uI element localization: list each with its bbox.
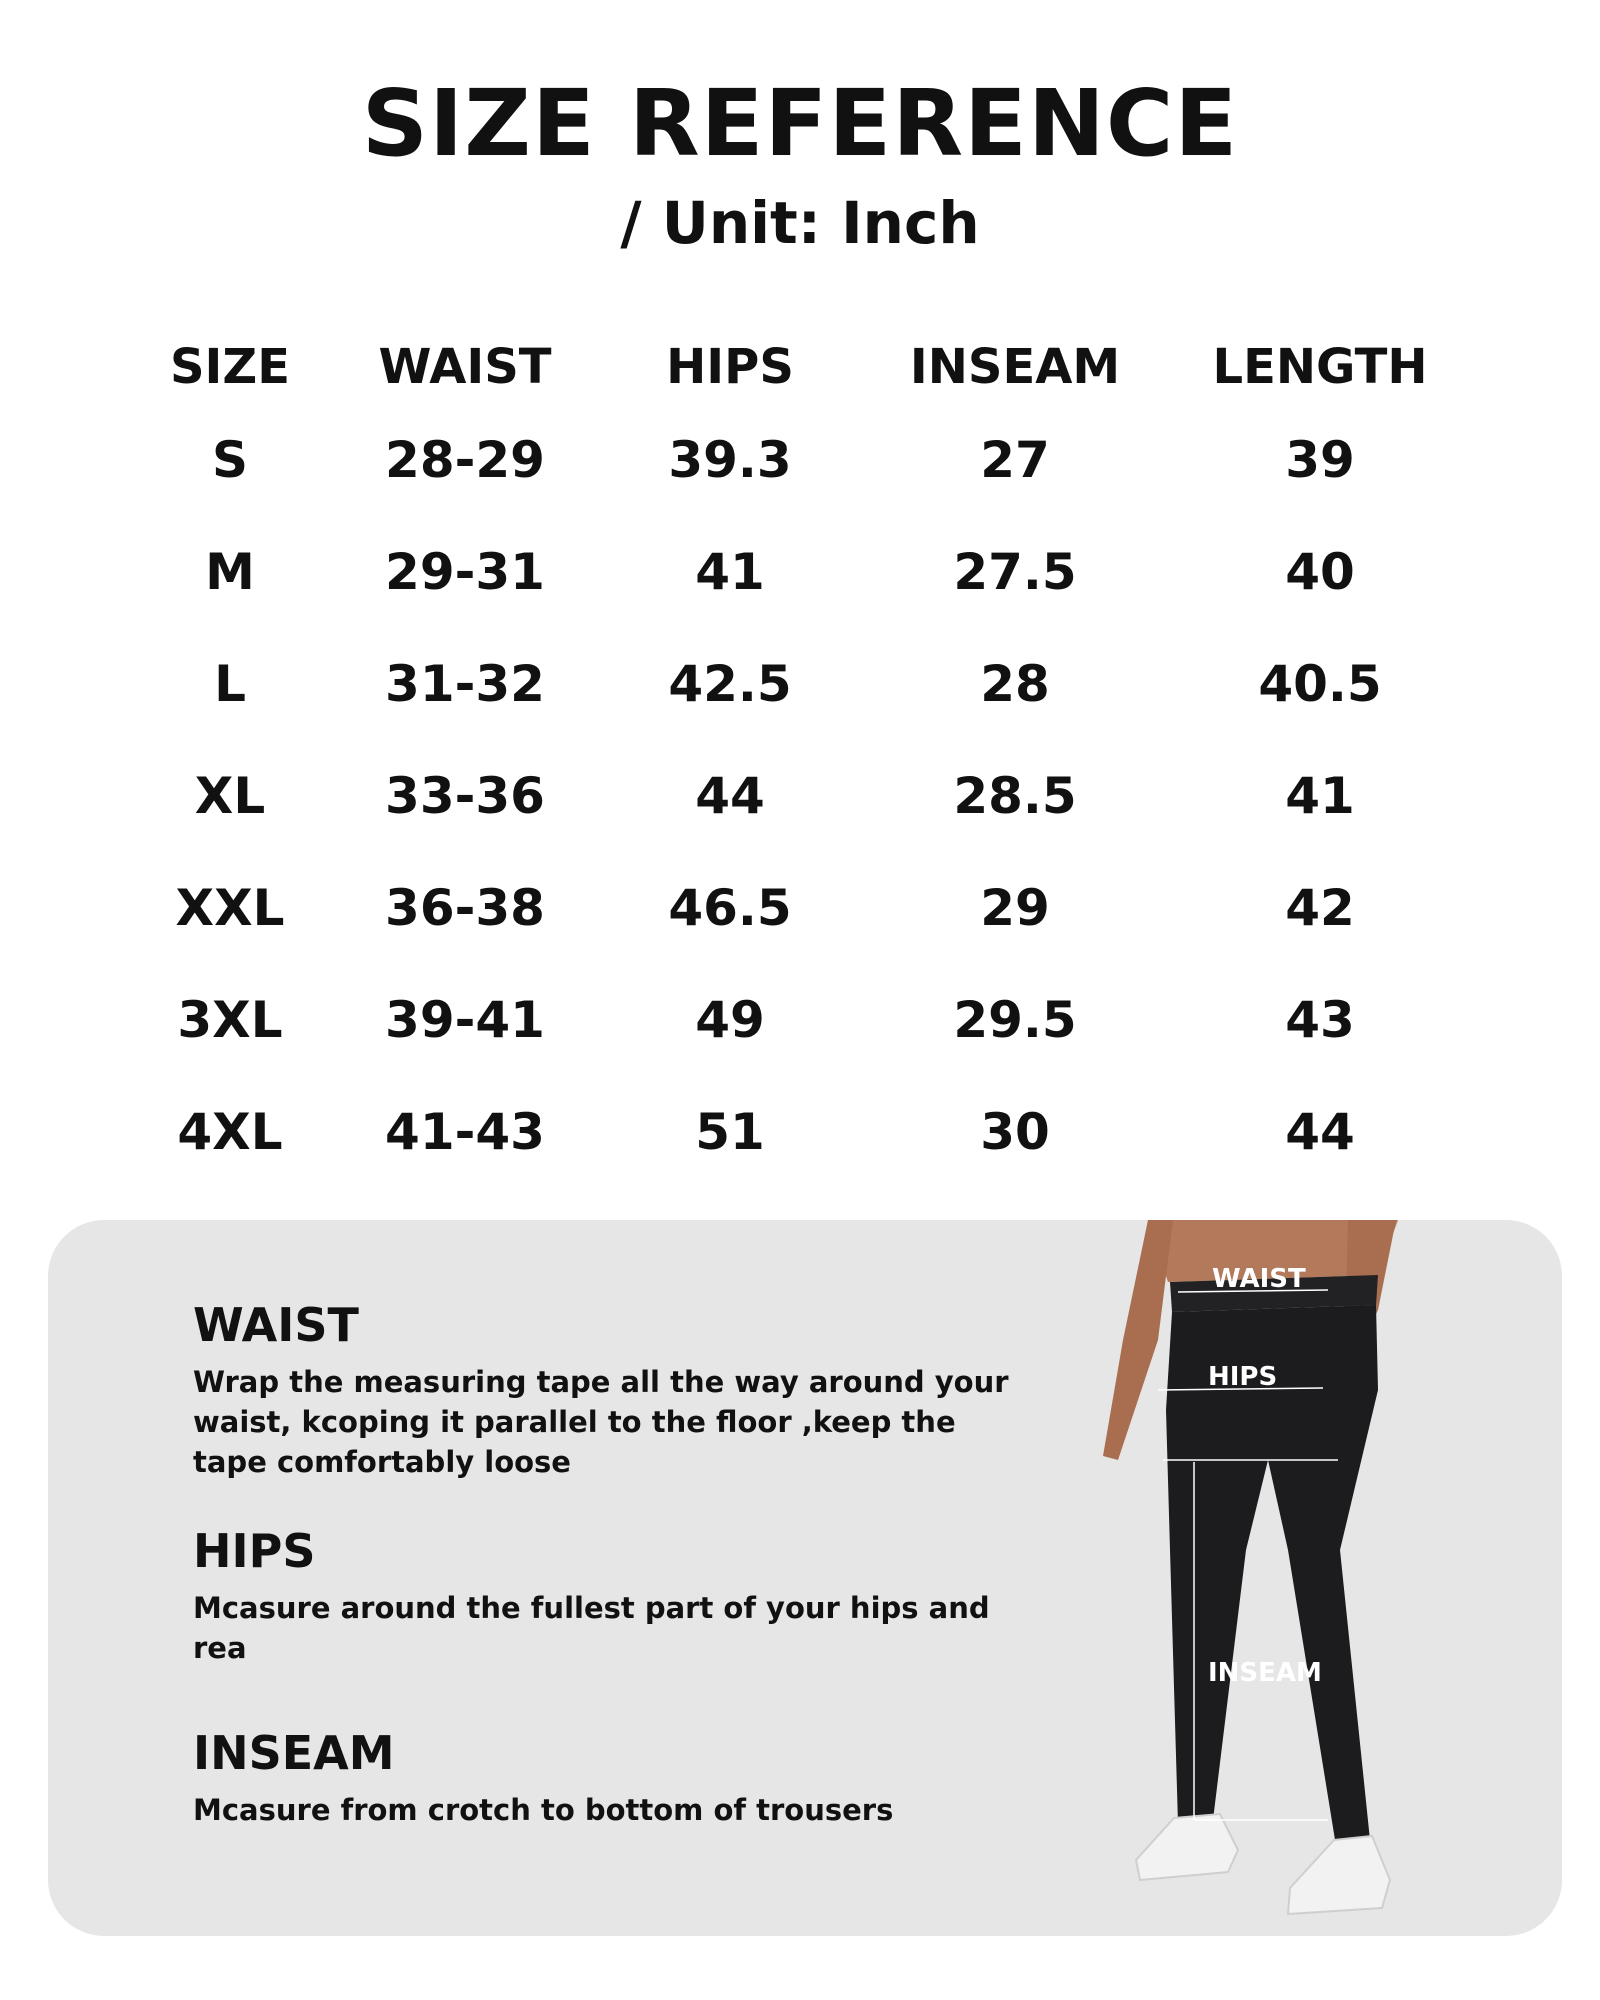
- pants-illustration: [1078, 1220, 1438, 1936]
- cell-inseam: 27.5: [953, 543, 1077, 601]
- cell-length: 40.5: [1258, 655, 1382, 713]
- cell-inseam: 27: [980, 431, 1050, 489]
- cell-inseam: 29.5: [953, 991, 1077, 1049]
- cell-length: 43: [1285, 991, 1355, 1049]
- guide-inseam: [193, 1726, 1013, 1830]
- guide-inseam-heading: INSEAM: [193, 1726, 395, 1780]
- figure-label-waist: WAIST: [1212, 1264, 1306, 1294]
- cell-size: XL: [194, 767, 266, 825]
- cell-inseam: 28.5: [953, 767, 1077, 825]
- cell-hips: 39.3: [668, 431, 792, 489]
- cell-inseam: 28: [980, 655, 1050, 713]
- guide-hips-text: Mcasure around the fullest part of your hips and rea: [193, 1591, 990, 1665]
- table-row: [140, 516, 1460, 628]
- cell-hips: 49: [695, 991, 765, 1049]
- cell-waist: 28-29: [385, 431, 545, 489]
- header-hips: HIPS: [666, 339, 794, 395]
- cell-waist: 33-36: [385, 767, 545, 825]
- guide-waist-heading: WAIST: [193, 1298, 359, 1352]
- figure-label-inseam: INSEAM: [1208, 1658, 1322, 1688]
- unit-subtitle: / Unit: Inch: [620, 189, 980, 257]
- cell-hips: 46.5: [668, 879, 792, 937]
- cell-size: M: [205, 543, 255, 601]
- cell-hips: 51: [695, 1103, 765, 1161]
- cell-waist: 39-41: [385, 991, 545, 1049]
- header-inseam: INSEAM: [909, 339, 1121, 395]
- cell-waist: 31-32: [385, 655, 545, 713]
- model-figure: [1078, 1220, 1438, 1936]
- page-title: SIZE REFERENCE: [361, 70, 1239, 177]
- cell-length: 44: [1285, 1103, 1355, 1161]
- guide-hips: [193, 1524, 1013, 1668]
- guide-waist: [193, 1298, 1013, 1482]
- table-row: [140, 1076, 1460, 1188]
- table-row: [140, 404, 1460, 516]
- cell-size: XXL: [175, 879, 285, 937]
- table-row: [140, 740, 1460, 852]
- size-table: [140, 330, 1460, 1188]
- header-waist: WAIST: [378, 339, 552, 395]
- cell-hips: 44: [695, 767, 765, 825]
- cell-size: 3XL: [177, 991, 283, 1049]
- cell-inseam: 30: [980, 1103, 1050, 1161]
- table-header-row: [140, 330, 1460, 404]
- cell-hips: 42.5: [668, 655, 792, 713]
- table-row: [140, 852, 1460, 964]
- cell-hips: 41: [695, 543, 765, 601]
- header-size: SIZE: [169, 339, 291, 395]
- cell-size: L: [214, 655, 246, 713]
- cell-waist: 29-31: [385, 543, 545, 601]
- header-length: LENGTH: [1212, 339, 1428, 395]
- cell-inseam: 29: [980, 879, 1050, 937]
- figure-label-hips: HIPS: [1208, 1362, 1278, 1392]
- cell-length: 42: [1285, 879, 1355, 937]
- table-row: [140, 628, 1460, 740]
- table-row: [140, 964, 1460, 1076]
- cell-waist: 41-43: [385, 1103, 545, 1161]
- cell-size: S: [211, 431, 248, 489]
- guide-hips-heading: HIPS: [193, 1524, 316, 1578]
- guide-waist-text: Wrap the measuring tape all the way around your waist, kcoping it parallel to the floor ,keep the tape comfortably loose: [193, 1365, 1009, 1479]
- cell-length: 41: [1285, 767, 1355, 825]
- measurement-guide-panel: [48, 1220, 1562, 1936]
- cell-length: 39: [1285, 431, 1355, 489]
- guide-inseam-text: Mcasure from crotch to bottom of trousers: [193, 1793, 894, 1827]
- cell-waist: 36-38: [385, 879, 545, 937]
- cell-length: 40: [1285, 543, 1355, 601]
- cell-size: 4XL: [177, 1103, 283, 1161]
